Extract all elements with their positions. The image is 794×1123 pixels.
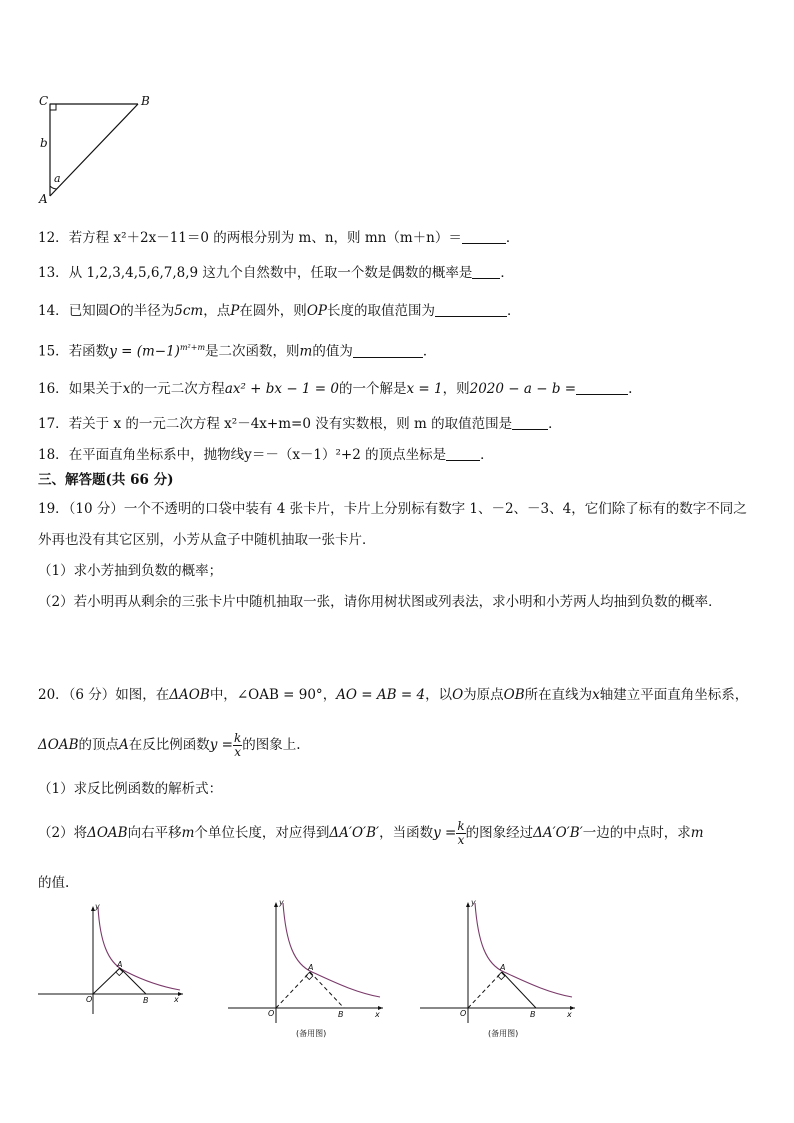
- math-var: OP: [306, 303, 327, 319]
- math-var: P: [230, 303, 240, 319]
- point-b-label: B: [338, 1010, 344, 1019]
- text: 所在直线为: [524, 687, 593, 703]
- answer-blank[interactable]: [435, 302, 507, 317]
- denominator: x: [457, 833, 465, 847]
- punct: ．: [480, 447, 494, 463]
- text: 的一元二次方程: [130, 381, 225, 397]
- math-expr: ΔAOB: [169, 687, 210, 703]
- math-var: m: [181, 825, 195, 841]
- y-axis-label: y: [95, 902, 100, 911]
- answer-blank[interactable]: [446, 446, 480, 461]
- question-number: 13．: [38, 265, 69, 281]
- question-20-line3: 的值.: [38, 875, 70, 891]
- text: 向右平移: [127, 825, 182, 841]
- answer-blank[interactable]: [512, 415, 548, 430]
- math-var: O: [109, 303, 121, 319]
- question-number: 14．: [38, 303, 69, 319]
- y-axis-label: y: [471, 898, 476, 907]
- text: 是二次函数，则: [205, 343, 300, 360]
- punct: .: [628, 381, 633, 397]
- y-axis-label: y: [279, 898, 284, 907]
- x-axis-label: x: [375, 1010, 380, 1019]
- math-expr: ∠OAB = 90°: [236, 687, 323, 703]
- question-20-sub1: （1）求反比例函数的解析式：: [38, 781, 223, 797]
- point-a-label: A: [500, 963, 506, 972]
- math-expr: ax² + bx − 1 = 0: [224, 381, 340, 397]
- math-var: x: [122, 381, 131, 397]
- x-axis-label: x: [174, 995, 179, 1004]
- question-number: 18．: [38, 447, 69, 463]
- point-b-label: B: [143, 996, 149, 1005]
- answer-blank[interactable]: [472, 264, 500, 279]
- text: 的值为: [312, 343, 353, 360]
- question-12: [38, 229, 519, 247]
- text: ，点: [203, 303, 231, 319]
- text: ，: [322, 687, 337, 703]
- question-20-sub2: [38, 818, 704, 848]
- text: 轴建立平面直角坐标系，: [599, 687, 749, 703]
- math-expr: y =: [433, 825, 457, 841]
- question-number: 12．: [38, 230, 69, 246]
- text: ，以: [425, 687, 453, 703]
- math-expr: ΔOAB: [38, 737, 79, 753]
- question-number: 17．: [38, 416, 69, 432]
- math-expr: x = 1: [406, 381, 443, 397]
- text: 的图象经过: [465, 825, 534, 841]
- text: 的一个解是: [339, 381, 407, 397]
- question-14: [38, 302, 520, 320]
- text: ，则: [442, 381, 470, 397]
- fraction-k-over-x: [233, 732, 242, 759]
- question-13: [38, 264, 514, 282]
- vertex-c-label: C: [39, 94, 49, 108]
- question-17: [38, 415, 562, 433]
- question-20-line1: [38, 686, 748, 704]
- text: 的图象上.: [242, 737, 301, 753]
- vertex-b-label: B: [141, 94, 150, 108]
- answer-blank[interactable]: [353, 343, 423, 358]
- math-expr: ΔA′O′B′: [533, 825, 583, 841]
- question-16: [38, 380, 632, 398]
- question-text: 若方程 x²＋2x－11＝0 的两根分别为 m、n，则 mn（m＋n）＝: [68, 230, 462, 246]
- answer-blank[interactable]: [576, 380, 628, 395]
- question-text: 若关于 x 的一元二次方程 x²－4x+m=0 没有实数根，则 m 的取值范围是: [68, 416, 513, 432]
- math-expr: AO = AB = 4: [336, 687, 426, 703]
- math-expr: ΔOAB: [87, 825, 128, 841]
- graph-caption: (备用图): [296, 1029, 327, 1038]
- question-19-line2: 外再也没有其它区别，小芳从盒子中随机抽取一张卡片．: [38, 532, 376, 548]
- origin-label: O: [268, 1009, 275, 1018]
- angle-a-label: a: [54, 172, 61, 185]
- text: 在圆外，则: [239, 303, 307, 319]
- text: 20．（6 分）如图，在: [38, 687, 170, 703]
- math-expr: 2020 − a − b =: [469, 381, 577, 397]
- punct: ．: [422, 343, 437, 360]
- point-b-label: B: [530, 1010, 536, 1019]
- text: 一边的中点时，求: [582, 825, 691, 841]
- side-b-label: b: [40, 136, 48, 150]
- math-expr: y =: [209, 737, 233, 753]
- punct: ．: [505, 230, 520, 246]
- question-text: 从 1,2,3,4,5,6,7,8,9 这九个自然数中，任取一个数是偶数的概率是: [68, 265, 473, 281]
- origin-label: O: [86, 995, 93, 1004]
- text: 个单位长度，对应得到: [194, 825, 330, 841]
- question-19-line1: 19．（10 分）一个不透明的口袋中装有 4 张卡片，卡片上分别标有数字 1、－2、－3、4，它们除了标有的数字不同之: [38, 501, 747, 517]
- question-20-line2: [38, 730, 301, 760]
- triangle-figure: [30, 92, 160, 212]
- text: ，当函数: [379, 825, 434, 841]
- math-var: O: [452, 687, 464, 703]
- question-number: 16．: [38, 381, 69, 397]
- math-expr: y = (m−1): [109, 343, 180, 360]
- text: 已知圆: [68, 303, 110, 319]
- denominator: x: [234, 745, 242, 759]
- math-expr: ΔA′O′B′: [329, 825, 380, 841]
- point-a-label: A: [117, 960, 123, 969]
- answer-blank[interactable]: [462, 229, 506, 244]
- point-a-label: A: [308, 963, 314, 972]
- origin-label: O: [460, 1009, 467, 1018]
- fraction-k-over-x: [456, 820, 465, 847]
- question-15: [38, 339, 436, 361]
- math-var: m: [690, 825, 704, 841]
- math-var: OB: [503, 687, 525, 703]
- text: 如果关于: [68, 381, 123, 397]
- math-exponent: m²+m: [179, 343, 206, 352]
- text: 的顶点: [78, 737, 119, 753]
- text: 中，: [209, 687, 237, 703]
- question-19-sub1: （1）求小芳抽到负数的概率；: [38, 563, 223, 579]
- numerator: k: [233, 731, 242, 745]
- punct: ．: [500, 265, 514, 281]
- x-axis-label: x: [567, 1010, 572, 1019]
- punct: ．: [548, 416, 562, 432]
- question-text: 在平面直角坐标系中，抛物线y＝－（x－1）²+2 的顶点坐标是: [68, 447, 447, 463]
- graph-2: [228, 898, 388, 1043]
- text: 若函数: [68, 343, 110, 360]
- math-var: A: [119, 737, 129, 753]
- vertex-a-label: A: [39, 192, 48, 206]
- question-number: 15．: [38, 343, 69, 360]
- text: 为原点: [463, 687, 504, 703]
- math-var: 5cm: [174, 303, 204, 319]
- text: （2）将: [38, 825, 88, 841]
- math-var: m: [299, 343, 313, 360]
- math-var: x: [592, 687, 600, 703]
- numerator: k: [457, 819, 465, 833]
- question-19-sub2: （2）若小明再从剩余的三张卡片中随机抽取一张，请你用树状图或列表法，求小明和小芳两人均抽到负数的概率．: [38, 594, 722, 610]
- graph-1: [38, 902, 188, 1017]
- question-18: [38, 446, 494, 464]
- punct: ．: [506, 303, 521, 319]
- text: 在反比例函数: [128, 737, 210, 753]
- section-title: 三、解答题(共 66 分): [38, 472, 174, 488]
- graph-3: [420, 898, 580, 1043]
- text: 长度的取值范围为: [326, 303, 435, 319]
- text: 的半径为: [120, 303, 175, 319]
- graph-caption: (备用图): [488, 1029, 519, 1038]
